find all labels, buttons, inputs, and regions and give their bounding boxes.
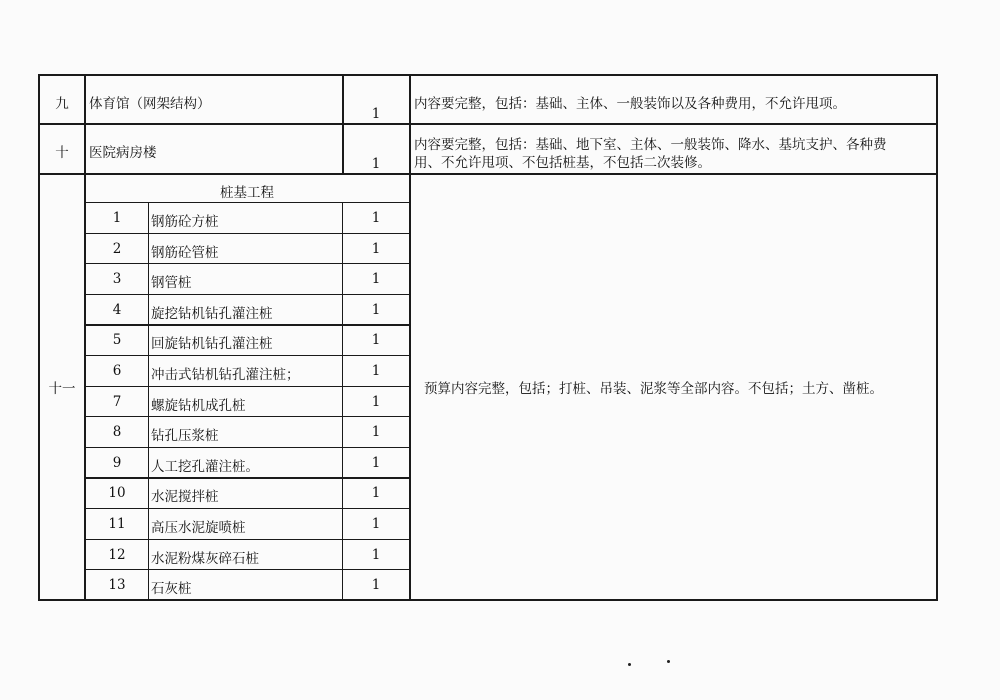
pile-item-name: 冲击式钻机钻孔灌注桩； bbox=[151, 367, 300, 383]
pile-item-number: 4 bbox=[112, 301, 122, 318]
item-name: 医院病房楼 bbox=[89, 145, 157, 161]
item-note-line: 内容要完整，包括：基础、地下室、主体、一般装饰、降水、基坑支护、各种费 bbox=[414, 137, 887, 153]
subtable-row-divider bbox=[84, 355, 410, 356]
pile-item-number: 9 bbox=[112, 454, 122, 471]
row-number: 十一 bbox=[48, 381, 76, 397]
pile-item-quantity: 1 bbox=[371, 332, 381, 349]
pile-item-quantity: 1 bbox=[371, 424, 381, 441]
scan-speck bbox=[628, 663, 631, 666]
subtable-row-divider bbox=[84, 569, 410, 570]
pile-item-quantity: 1 bbox=[371, 516, 381, 532]
item-name: 体育馆（网架结构） bbox=[89, 96, 211, 112]
pile-item-name: 钢管桩 bbox=[151, 275, 192, 292]
pile-item-number: 6 bbox=[112, 363, 122, 379]
table-border-right bbox=[936, 74, 938, 601]
pile-item-number: 2 bbox=[112, 240, 122, 257]
pile-item-quantity: 1 bbox=[371, 363, 381, 379]
pile-item-number: 5 bbox=[112, 332, 122, 349]
group-note: 预算内容完整，包括；打桩、吊装、泥浆等全部内容。不包括；土方、凿桩。 bbox=[424, 381, 883, 397]
pile-item-number: 1 bbox=[112, 210, 122, 226]
pile-item-name: 螺旋钻机成孔桩 bbox=[151, 397, 246, 414]
pile-item-quantity: 1 bbox=[371, 546, 381, 563]
pile-item-quantity: 1 bbox=[371, 393, 381, 410]
subtable-col-no bbox=[148, 202, 149, 601]
col-divider-note bbox=[409, 74, 411, 601]
pile-item-number: 10 bbox=[108, 485, 126, 502]
item-note-line: 用、不允许甩项、不包括桩基，不包括二次装修。 bbox=[414, 155, 711, 171]
item-quantity: 1 bbox=[371, 156, 381, 172]
row-divider bbox=[38, 123, 938, 125]
pile-item-name: 钢筋砼方桩 bbox=[151, 214, 219, 230]
pile-item-name: 水泥粉煤灰碎石桩 bbox=[151, 550, 259, 567]
subtable-row-divider bbox=[84, 233, 410, 234]
subtable-row-divider bbox=[84, 324, 410, 325]
subtable-row-divider bbox=[84, 386, 410, 387]
subtable-row-divider bbox=[84, 294, 410, 295]
table-border-bottom bbox=[38, 599, 938, 601]
pile-item-quantity: 1 bbox=[371, 454, 381, 471]
subtable-row-divider bbox=[84, 508, 410, 509]
pile-item-name: 钻孔压浆桩 bbox=[151, 428, 219, 445]
item-note: 内容要完整，包括：基础、主体、一般装饰以及各种费用，不允许甩项。 bbox=[414, 96, 846, 112]
item-quantity: 1 bbox=[371, 106, 381, 122]
group-title: 桩基工程 bbox=[220, 185, 274, 201]
row-number: 九 bbox=[55, 96, 69, 112]
pile-item-number: 7 bbox=[112, 393, 122, 410]
pile-item-quantity: 1 bbox=[371, 271, 381, 288]
row-divider bbox=[38, 173, 938, 175]
table-border-top bbox=[38, 74, 938, 76]
pile-item-quantity: 1 bbox=[371, 301, 381, 318]
pile-item-quantity: 1 bbox=[371, 210, 381, 226]
pile-item-number: 13 bbox=[108, 577, 126, 594]
subtable-header-divider bbox=[84, 202, 410, 203]
subtable-row-divider bbox=[84, 416, 410, 417]
pile-item-number: 11 bbox=[108, 516, 126, 532]
scan-speck bbox=[667, 660, 670, 663]
subtable-row-divider bbox=[84, 447, 410, 448]
pile-item-quantity: 1 bbox=[371, 485, 381, 502]
pile-item-number: 12 bbox=[108, 546, 126, 563]
pile-item-name: 石灰桩 bbox=[151, 581, 192, 598]
pile-item-name: 旋挖钻机钻孔灌注桩 bbox=[151, 305, 273, 322]
pile-item-quantity: 1 bbox=[371, 577, 381, 594]
row-number: 十 bbox=[55, 145, 69, 161]
subtable-row-divider bbox=[84, 477, 410, 478]
pile-item-name: 高压水泥旋喷桩 bbox=[151, 520, 246, 536]
pile-item-number: 8 bbox=[112, 424, 122, 441]
pile-item-name: 回旋钻机钻孔灌注桩 bbox=[151, 336, 273, 353]
subtable-row-divider bbox=[84, 263, 410, 264]
pile-item-number: 3 bbox=[112, 271, 122, 288]
pile-item-name: 钢筋砼管桩 bbox=[151, 244, 219, 261]
pile-item-quantity: 1 bbox=[371, 240, 381, 257]
pile-item-name: 水泥搅拌桩 bbox=[151, 489, 219, 506]
subtable-row-divider bbox=[84, 539, 410, 540]
pile-item-name: 人工挖孔灌注桩。 bbox=[151, 458, 259, 475]
